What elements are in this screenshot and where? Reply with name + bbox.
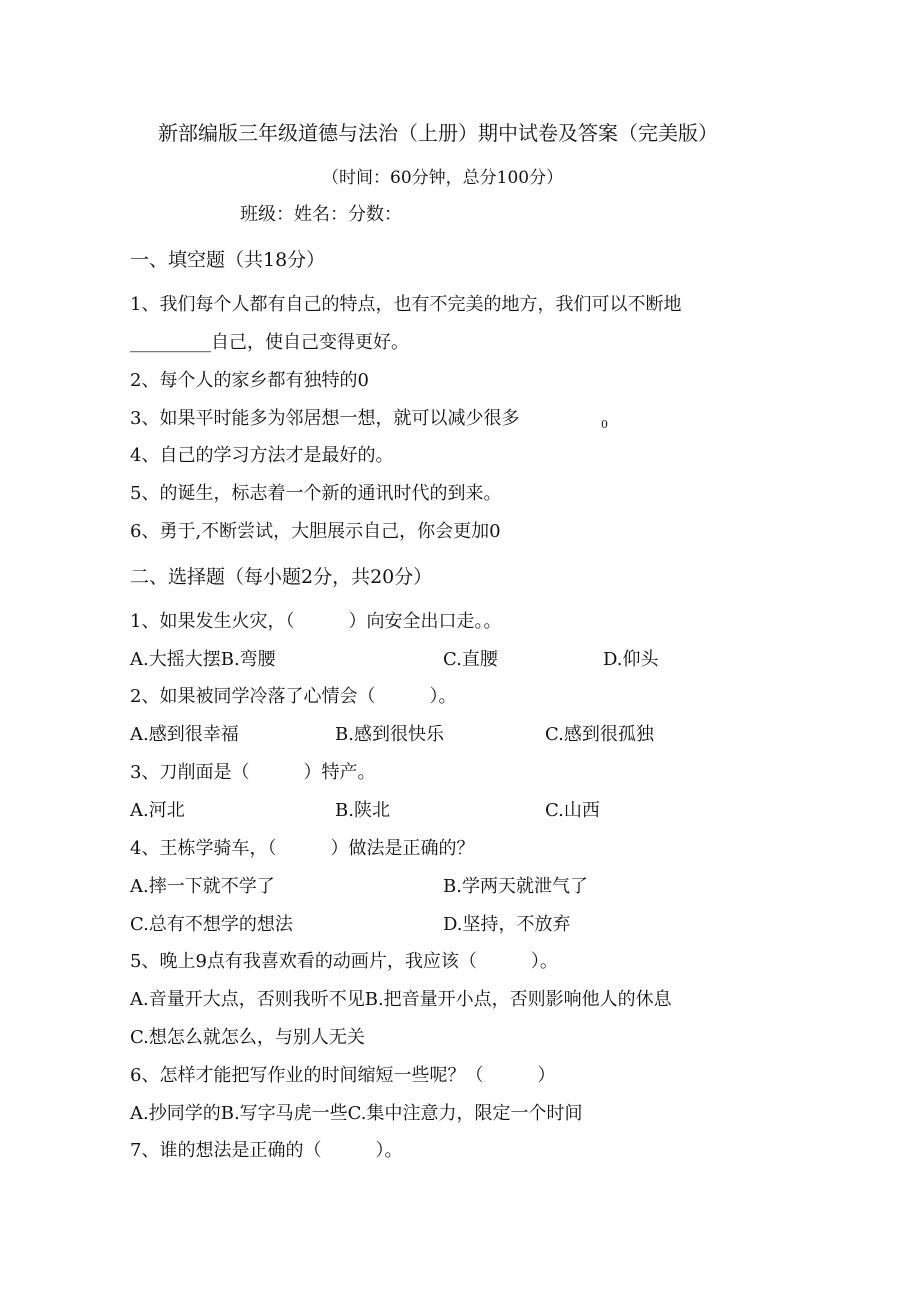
option: A.河北 <box>130 800 185 821</box>
option: A.大摇大摆B.弯腰 <box>130 649 276 670</box>
option: C.想怎么就怎么，与别人无关 <box>130 1027 365 1048</box>
option: C.感到很孤独 <box>545 724 654 745</box>
fill-question-1-cont: _________自己，使自己变得更好。 <box>130 332 409 353</box>
choice-question-6: 6、怎样才能把写作业的时间缩短一些呢？（ ） <box>130 1065 556 1086</box>
option: A.抄同学的B.写字马虎一些C.集中注意力，限定一个时间 <box>130 1103 583 1124</box>
option: C.直腰 <box>443 649 498 670</box>
fill-question-4: 4、自己的学习方法才是最好的。 <box>130 445 394 466</box>
choice-question-7: 7、谁的想法是正确的（ ）。 <box>130 1140 403 1161</box>
exam-time-info: （时间：60分钟，总分100分） <box>322 168 564 188</box>
choice-question-3: 3、刀削面是（ ）特产。 <box>130 762 376 783</box>
section1-heading: 一、填空题（共18分） <box>130 249 326 271</box>
fill-question-2: 2、每个人的家乡都有独特的0 <box>130 370 369 391</box>
choice-question-5: 5、晚上9点有我喜欢看的动画片，我应该（ ）。 <box>130 951 558 972</box>
option: C.山西 <box>545 800 600 821</box>
option: A.感到很幸福 <box>130 724 239 745</box>
option: A.音量开大点，否则我听不见B.把音量开小点，否则影响他人的休息 <box>130 989 672 1010</box>
fill-question-3-tail: 0 <box>601 418 608 431</box>
document-title: 新部编版三年级道德与法治（上册）期中试卷及答案（完美版） <box>158 121 718 145</box>
fill-question-3: 3、如果平时能多为邻居想一想，就可以减少很多 <box>130 408 520 429</box>
option: B.陕北 <box>335 800 390 821</box>
option: B.学两天就泄气了 <box>443 876 588 897</box>
choice-question-2: 2、如果被同学冷落了心情会（ ）。 <box>130 686 457 707</box>
option: D.坚持，不放弃 <box>443 914 571 935</box>
choice-question-4: 4、王栋学骑车，（ ）做法是正确的？ <box>130 838 475 859</box>
choice-question-1: 1、如果发生火灾，（ ）向安全出口走。。 <box>130 611 502 632</box>
option: C.总有不想学的想法 <box>130 914 293 935</box>
fill-question-5: 5、的诞生，标志着一个新的通讯时代的到来。 <box>130 483 502 504</box>
section2-heading: 二、选择题（每小题2分，共20分） <box>130 566 433 588</box>
fill-question-6: 6、勇于,不断尝试，大胆展示自己，你会更加0 <box>130 521 501 542</box>
option: A.摔一下就不学了 <box>130 876 275 897</box>
fill-question-1: 1、我们每个人都有自己的特点，也有不完美的地方，我们可以不断地 <box>130 294 682 315</box>
student-info-line: 班级：姓名：分数： <box>240 204 402 225</box>
option: D.仰头 <box>603 649 659 670</box>
option: B.感到很快乐 <box>335 724 444 745</box>
